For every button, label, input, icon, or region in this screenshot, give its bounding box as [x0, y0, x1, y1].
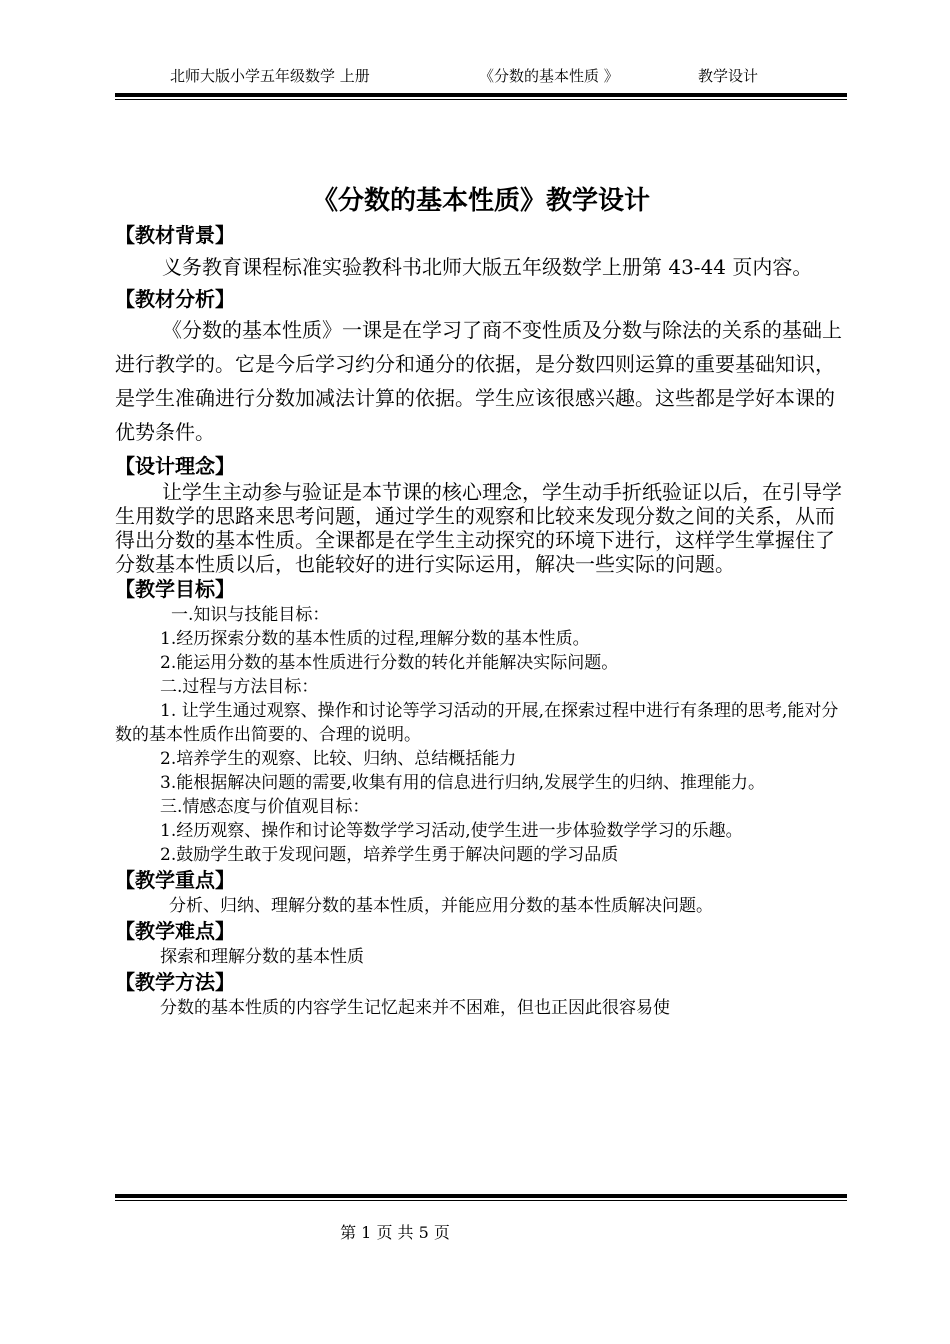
section-heading-methods: 【教学方法】 [115, 970, 235, 994]
section-heading-concept: 【设计理念】 [115, 454, 235, 478]
header-doc-type: 教学设计 [698, 67, 759, 85]
section-heading-background: 【教材背景】 [115, 223, 235, 247]
goal-1-1: 1.经历探索分数的基本性质的过程,理解分数的基本性质。 [160, 629, 590, 649]
goal-1-2: 2.能运用分数的基本性质进行分数的转化并能解决实际问题。 [160, 653, 619, 673]
page-header [115, 62, 847, 86]
section-text-methods: 分数的基本性质的内容学生记忆起来并不困难，但也正因此很容易使 [160, 998, 670, 1018]
header-lesson: 《分数的基本性质 》 [479, 67, 619, 85]
goal-2-1: 1. 让学生通过观察、操作和讨论等学习活动的开展,在探索过程中进行有条理的思考,能对分数的基本性质作出简要的、合理的说明。 [115, 701, 839, 745]
section-heading-key-points: 【教学重点】 [115, 868, 235, 892]
header-rule-thin [115, 99, 847, 100]
section-heading-analysis: 【教材分析】 [115, 287, 235, 311]
section-text-key-points: 分析、归纳、理解分数的基本性质，并能应用分数的基本性质解决问题。 [169, 896, 713, 916]
section-text-concept: 让学生主动参与验证是本节课的核心理念，学生动手折纸验证以后，在引导学生用数学的思路来思考问题，通过学生的观察和比较来发现分数之间的关系，从而得出分数的基本性质。全课都是在学生主动探究的环境下进行，这样学生掌握住了分数基本性质以后，也能较好的进行实际运用，解决一些实际的问题。 [115, 480, 842, 576]
header-course: 北师大版小学五年级数学 上册 [170, 67, 370, 85]
footer-rule-thin [115, 1200, 847, 1201]
goal-3-1: 1.经历观察、操作和讨论等数学学习活动,使学生进一步体验数学学习的乐趣。 [160, 821, 743, 841]
goal-group-2-title: 二.过程与方法目标： [160, 677, 319, 697]
section-text-background: 义务教育课程标准实验教科书北师大版五年级数学上册第 43-44 页内容。 [162, 255, 813, 279]
section-text-analysis: 《分数的基本性质》一课是在学习了商不变性质及分数与除法的关系的基础上进行教学的。它是今后学习约分和通分的依据，是分数四则运算的重要基础知识，是学生准确进行分数加减法计算的依据。学生应该很感兴趣。这些都是学好本课的优势条件。 [115, 318, 842, 444]
goal-group-3-title: 三.情感态度与价值观目标： [160, 797, 370, 817]
section-heading-goals: 【教学目标】 [115, 577, 235, 601]
section-text-difficulties: 探索和理解分数的基本性质 [160, 947, 364, 967]
goal-3-2: 2.鼓励学生敢于发现问题，培养学生勇于解决问题的学习品质 [160, 845, 619, 865]
page-number: 第 1 页 共 5 页 [340, 1223, 450, 1242]
header-rule [115, 93, 847, 97]
document-body [115, 222, 850, 1020]
goal-2-3: 3.能根据解决问题的需要,收集有用的信息进行归纳,发展学生的归纳、推理能力。 [160, 773, 766, 793]
goal-2-2: 2.培养学生的观察、比较、归纳、总结概括能力 [160, 749, 517, 769]
section-heading-difficulties: 【教学难点】 [115, 919, 235, 943]
goal-group-1-title: 一.知识与技能目标： [171, 605, 330, 625]
page-title: 《分数的基本性质》教学设计 [311, 186, 650, 216]
footer-rule [115, 1194, 847, 1198]
